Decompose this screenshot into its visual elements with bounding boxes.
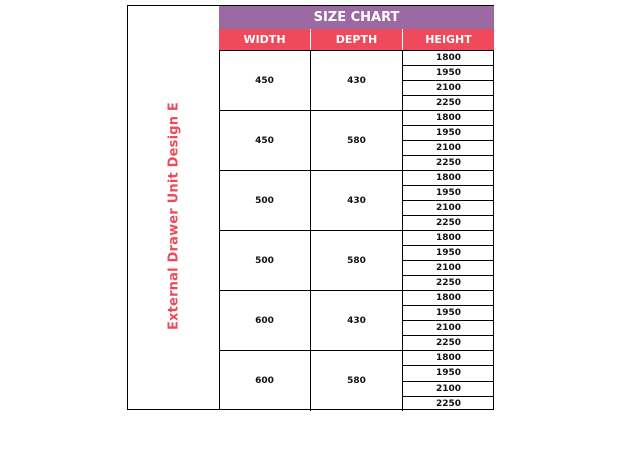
depth-header: DEPTH bbox=[311, 29, 403, 50]
depth-cell: 580 bbox=[311, 351, 403, 411]
width-cell: 500 bbox=[219, 171, 311, 230]
height-list bbox=[403, 231, 494, 290]
depth-cell: 580 bbox=[311, 231, 403, 290]
height-cell: 1800 bbox=[403, 291, 494, 306]
width-header: WIDTH bbox=[219, 29, 311, 50]
table-row-group bbox=[219, 171, 494, 231]
height-list bbox=[403, 51, 494, 110]
height-list bbox=[403, 111, 494, 170]
height-cell: 1800 bbox=[403, 171, 494, 186]
height-cell: 2100 bbox=[403, 321, 494, 336]
height-cell: 2100 bbox=[403, 201, 494, 216]
product-name-label: External Drawer Unit Design E bbox=[166, 101, 182, 331]
height-cell: 2250 bbox=[435, 158, 462, 168]
depth-cell: 430 bbox=[311, 291, 403, 350]
width-cell: 600 bbox=[219, 291, 311, 350]
header-row bbox=[219, 29, 494, 50]
table-body bbox=[219, 50, 494, 410]
height-cell: 2100 bbox=[403, 261, 494, 276]
table-row-group bbox=[219, 51, 494, 111]
height-cell: 1800 bbox=[403, 51, 494, 66]
height-list bbox=[403, 171, 494, 230]
table-row-group bbox=[219, 111, 494, 171]
chart-title: SIZE CHART bbox=[219, 6, 494, 29]
height-cell: 1800 bbox=[403, 231, 494, 246]
height-cell: 2100 bbox=[403, 81, 494, 96]
height-cell: 1950 bbox=[403, 246, 494, 261]
height-cell: 1950 bbox=[403, 186, 494, 201]
height-header: HEIGHT bbox=[403, 29, 494, 50]
width-cell: 450 bbox=[219, 111, 311, 170]
width-cell: 450 bbox=[219, 51, 311, 110]
height-cell: 1800 bbox=[403, 111, 494, 126]
width-cell: 500 bbox=[219, 231, 311, 290]
depth-cell: 430 bbox=[311, 171, 403, 230]
height-cell: 2250 bbox=[435, 218, 462, 228]
depth-cell: 430 bbox=[311, 51, 403, 110]
height-cell: 2100 bbox=[403, 141, 494, 156]
height-cell: 1950 bbox=[403, 306, 494, 321]
table-row-group bbox=[219, 291, 494, 351]
height-cell: 1950 bbox=[403, 66, 494, 81]
height-cell: 2250 bbox=[435, 338, 462, 348]
height-cell: 1800 bbox=[403, 351, 494, 366]
height-cell: 2100 bbox=[403, 382, 494, 397]
width-cell: 600 bbox=[219, 351, 311, 411]
height-cell: 2250 bbox=[435, 398, 462, 409]
table-row-group bbox=[219, 231, 494, 291]
size-chart-table bbox=[127, 5, 494, 410]
height-cell: 1950 bbox=[403, 366, 494, 381]
table-row-group bbox=[219, 351, 494, 411]
height-cell: 2250 bbox=[435, 278, 462, 288]
height-list bbox=[403, 291, 494, 350]
height-cell: 1950 bbox=[403, 126, 494, 141]
side-title-column bbox=[128, 6, 220, 409]
depth-cell: 580 bbox=[311, 111, 403, 170]
height-list bbox=[403, 351, 494, 411]
height-cell: 2250 bbox=[435, 98, 462, 108]
